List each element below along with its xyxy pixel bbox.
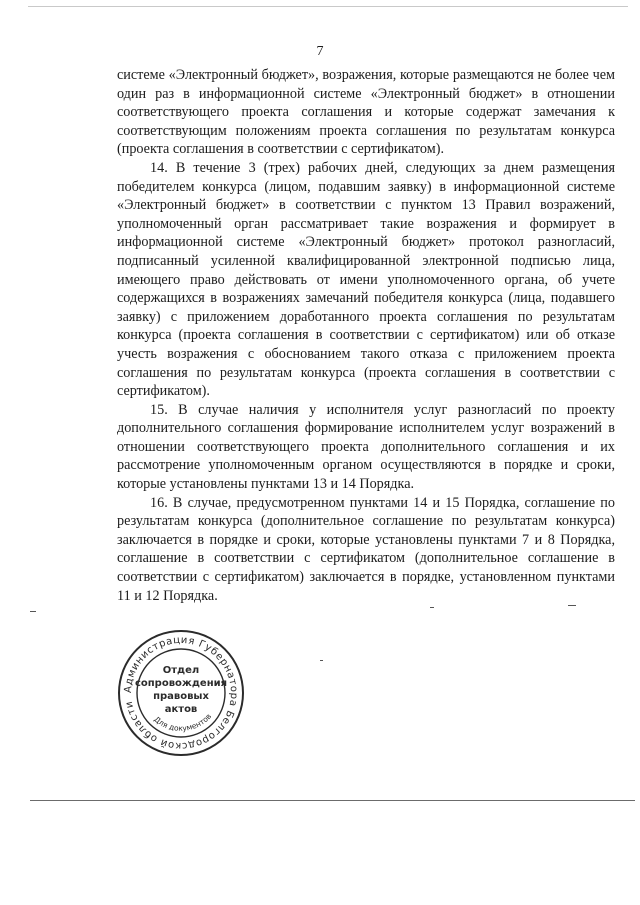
svg-text:актов: актов — [164, 704, 198, 715]
scan-speck — [430, 607, 434, 608]
paragraph-16: 16. В случае, предусмотренном пунктами 14 и 15 Порядка, соглашение по результатам конкурса (дополнительное соглашение по результатам конкурса) заключается в порядке и сроки, которые установлены пунктами 7 и 8 Порядка, соглашение в соответствии с сертификатом (дополнительное соглашение в соответствии с сертификатом) заключается в порядке, установленном пунктами 11 и 12 Порядка. — [117, 494, 615, 604]
svg-text:правовых: правовых — [153, 691, 209, 702]
organization-stamp — [116, 628, 246, 758]
stamp-seal-graphic — [116, 628, 246, 758]
svg-text:сопровождения: сопровождения — [134, 678, 228, 689]
scan-speck — [320, 660, 323, 661]
svg-text:Отдел: Отдел — [162, 665, 200, 676]
scan-speck — [30, 611, 36, 612]
bottom-rule — [30, 800, 635, 801]
scan-speck — [568, 605, 576, 606]
top-scan-edge — [28, 6, 628, 7]
document-body — [117, 66, 615, 605]
page-number: 7 — [316, 44, 324, 59]
paragraph-15: 15. В случае наличия у исполнителя услуг разногласий по проекту дополнительного соглашения формирование исполнителем услуг возражений в отношении соответствующего проекта дополнительного соглашения и их рассмотрение уполномоченным органом осуществляются в порядке и сроки, которые установлены пунктами 13 и 14 Порядка. — [117, 401, 615, 493]
paragraph-14: 14. В течение 3 (трех) рабочих дней, следующих за днем размещения победителем конкурса (лицом, подавшим заявку) в информационной системе «Электронный бюджет» в соответствии с пунктом 13 Правил возражений, уполномоченный орган рассматривает такие возражения и формирует в информационной системе «Электронный бюджет» протокол разногласий, подписанный усиленной квалифицированной электронной подписью лица, имеющего право действовать от имени уполномоченного органа, об учете содержащихся в возражениях замечаний победителя конкурса (лица, подавшего заявку) с приложением доработанного проекта соглашения по результатам конкурса (проекта соглашения в соответствии с сертификатом) или об отказе учесть возражения с обоснованием такого отказа с приложением проекта соглашения по результатам конкурса (проекта соглашения в соответствии с сертификатом). — [117, 159, 615, 400]
svg-text:Для документов: Для документов — [152, 711, 214, 733]
svg-text:Администрация Губернатора Белг: Администрация Губернатора Белгородской области — [122, 634, 240, 752]
paragraph-continuation: системе «Электронный бюджет», возражения, которые размещаются не более чем один раз в информационной системе «Электронный бюджет» в отношении соответствующего проекта соглашения и которые содержат замечания к соответствующим положениям проекта соглашения по результатам конкурса (проекта соглашения в соответствии с сертификатом). — [117, 67, 615, 158]
